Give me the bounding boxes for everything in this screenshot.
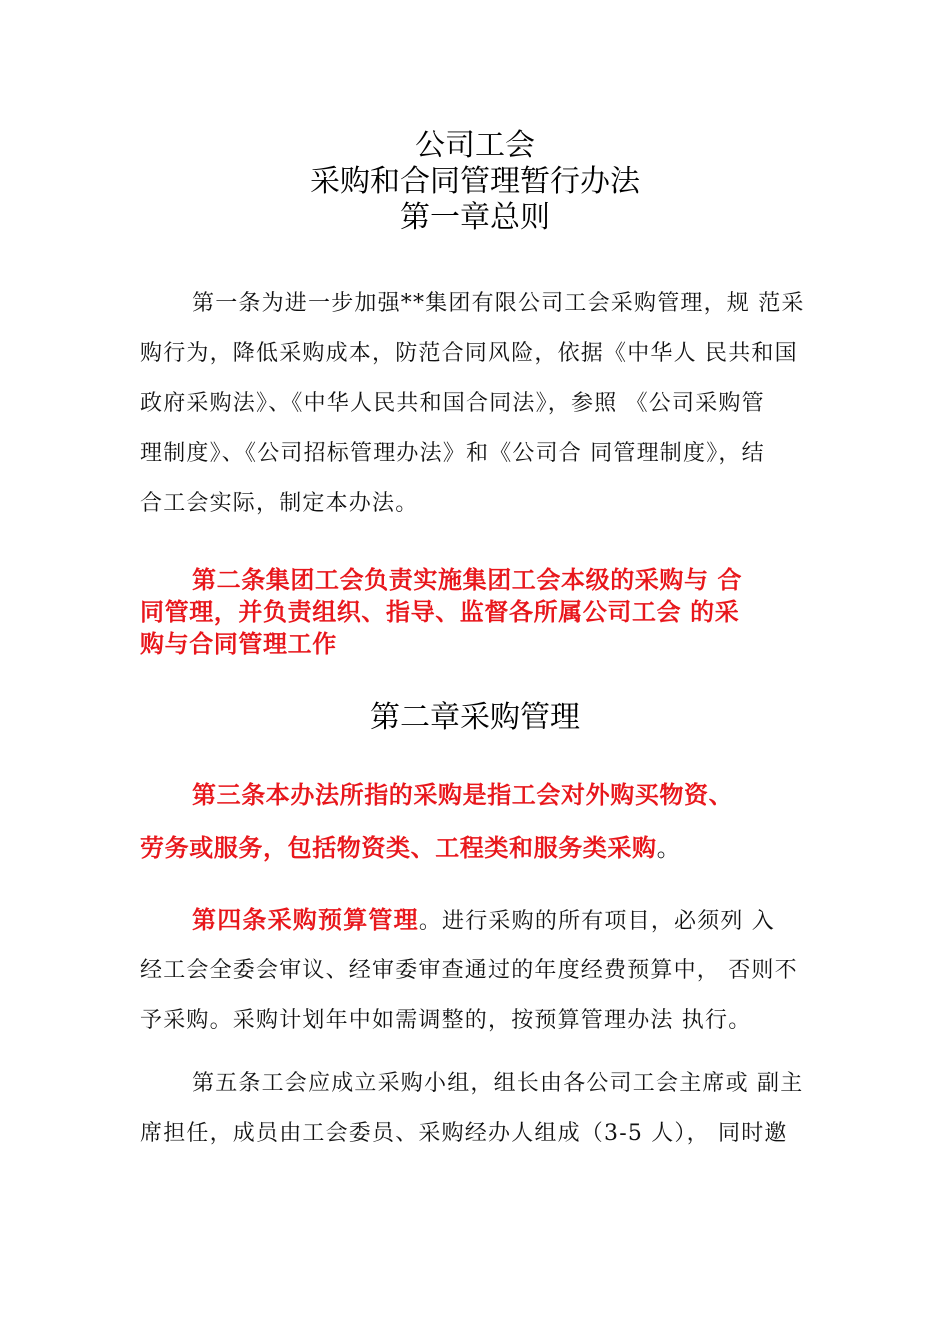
article1-line: 购行为，降低采购成本，防范合同风险，依据《中华人 民共和国 [140, 341, 798, 366]
article3-period: 。 [656, 834, 682, 862]
article4-text: 。进行采购的所有项目，必须列 入 [418, 909, 776, 934]
article3-line: 第三条本办法所指的采购是指工会对外购买物资、 [192, 781, 734, 809]
article3-line [140, 828, 681, 863]
article2-line: 同管理，并负责组织、指导、监督各所属公司工会 的采 [140, 598, 740, 626]
article5-line: 第五条工会应成立采购小组，组长由各公司工会主席或 副主 [192, 1071, 804, 1096]
article1-line: 理制度》、《公司招标管理办法》和《公司合 同管理制度》，结 [140, 441, 765, 466]
chapter2-title: 第二章采购管理 [370, 700, 580, 735]
article4-line [140, 900, 775, 935]
article3-text: 劳务或服务，包括物资类、工程类和服务类采购 [140, 834, 657, 862]
article1-line: 合工会实际，制定本办法。 [140, 491, 419, 516]
article1-line: 第一条为进一步加强**集团有限公司工会采购管理，规 范采 [192, 291, 805, 316]
article1-line: 政府采购法》、《中华人民共和国合同法》，参照 《公司采购管 [140, 391, 765, 416]
article2-line: 第二条集团工会负责实施集团工会本级的采购与 合 [192, 566, 743, 594]
chapter1-title: 第一章总则 [400, 200, 550, 235]
article2-line: 购与合同管理工作 [140, 630, 337, 658]
article5-line: 席担任，成员由工会委员、采购经办人组成（3-5 人）， 同时邀 [140, 1121, 788, 1146]
article4-line: 经工会全委会审议、经审委审查通过的年度经费预算中， 否则不 [140, 958, 798, 983]
article4-heading: 第四条采购预算管理 [192, 906, 419, 934]
title-line-org: 公司工会 [415, 128, 535, 163]
document-title [0, 128, 950, 236]
article4-line: 予采购。采购计划年中如需调整的，按预算管理办法 执行。 [140, 1008, 752, 1033]
title-line-name: 采购和合同管理暂行办法 [310, 164, 640, 199]
